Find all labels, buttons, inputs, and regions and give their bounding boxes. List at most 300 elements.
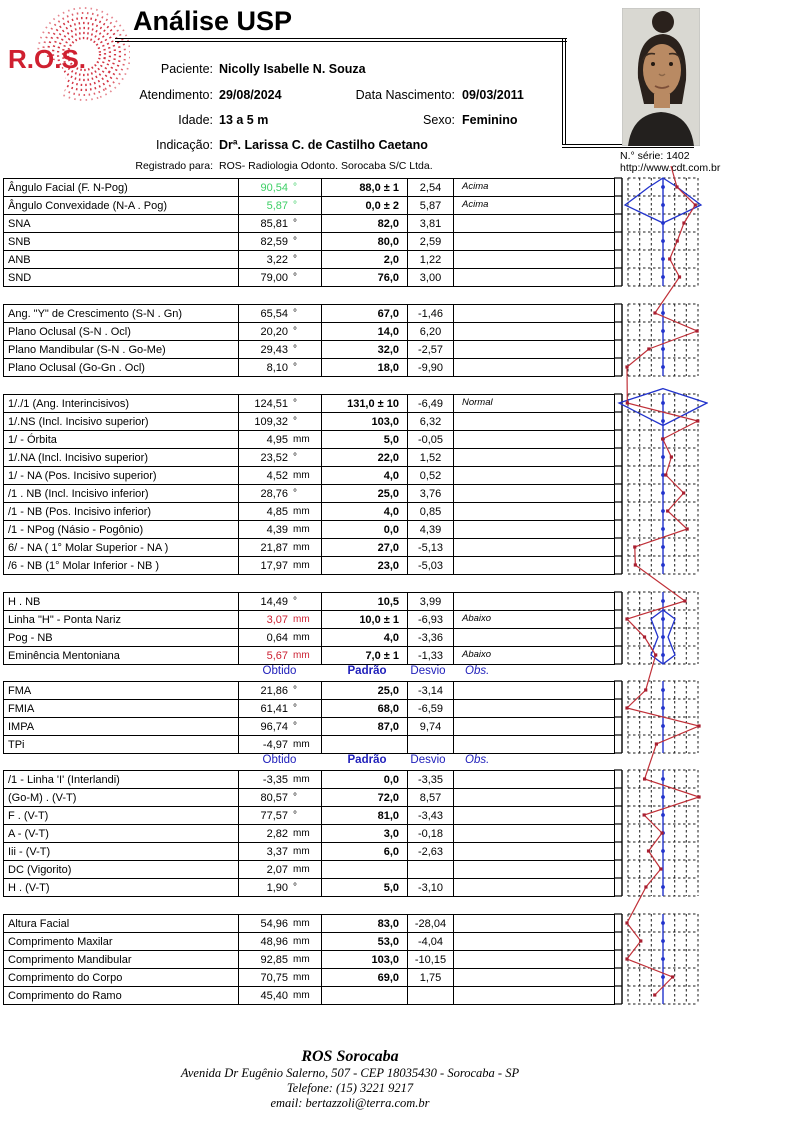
patient-point (666, 509, 669, 512)
unit-label: ° (293, 200, 297, 211)
desvio-value (407, 987, 453, 1004)
table-row (3, 323, 615, 341)
chart-strip (614, 681, 698, 753)
desvio-value: -3,14 (407, 682, 453, 699)
norm-dot (661, 939, 665, 943)
patient-point (625, 365, 628, 368)
patient-point (643, 635, 646, 638)
obtido-cell (238, 593, 321, 610)
unit-label: ° (293, 721, 297, 732)
unit-label: ° (293, 488, 297, 499)
norm-dot (661, 706, 665, 710)
patient-point (633, 545, 636, 548)
desvio-value: -1,46 (407, 305, 453, 322)
table-section (3, 394, 615, 575)
obs-value (453, 933, 615, 950)
obtido-value: 20,20 (260, 325, 288, 338)
padrao-value: 25,0 (321, 485, 407, 502)
norm-dot (661, 599, 665, 603)
measure-label: 1/ - NA (Pos. Incisivo superior) (3, 467, 238, 484)
obtido-value: 4,95 (266, 433, 288, 446)
patient-point (625, 921, 628, 924)
padrao-value: 4,0 (321, 629, 407, 646)
norm-dot (661, 545, 665, 549)
obtido-value: 124,51 (254, 397, 288, 410)
obtido-value: 54,96 (260, 917, 288, 930)
patient-point (659, 867, 662, 870)
desvio-value: -6,59 (407, 700, 453, 717)
norm-dot (661, 401, 665, 405)
table-row (3, 197, 615, 215)
padrao-value: 22,0 (321, 449, 407, 466)
patient-point (647, 849, 650, 852)
unit-label: ° (293, 344, 297, 355)
obtido-cell (238, 879, 321, 896)
field-label-indicacao: Indicação: (156, 138, 213, 152)
obs-value: Acima (453, 179, 615, 196)
obs-value (453, 467, 615, 484)
table-row (3, 879, 615, 897)
chart-strip (614, 178, 701, 286)
padrao-value (321, 861, 407, 878)
measure-label: Linha "H" - Ponta Nariz (3, 611, 238, 628)
padrao-value: 5,0 (321, 879, 407, 896)
patient-point (683, 599, 686, 602)
table-row (3, 359, 615, 377)
table-section (3, 681, 615, 754)
obs-value (453, 269, 615, 286)
patient-point (644, 885, 647, 888)
obtido-cell (238, 987, 321, 1004)
table-row (3, 593, 615, 611)
column-header-obtido: Obtido (262, 754, 297, 766)
unit-label: ° (293, 362, 297, 373)
unit-label: mm (293, 632, 310, 643)
obtido-value: 5,67 (266, 649, 288, 662)
patient-point (697, 795, 700, 798)
measure-label: FMIA (3, 700, 238, 717)
obs-value (453, 682, 615, 699)
patient-point (670, 455, 673, 458)
norm-dot (661, 311, 665, 315)
padrao-value: 5,0 (321, 431, 407, 448)
table-section (3, 304, 615, 377)
padrao-value: 32,0 (321, 341, 407, 358)
obtido-value: 2,82 (266, 827, 288, 840)
column-header-padrao: Padrão (347, 754, 387, 766)
unit-label: mm (293, 650, 310, 661)
measure-label: Plano Oclusal (S-N . Ocl) (3, 323, 238, 340)
obs-value (453, 341, 615, 358)
norm-dot (661, 957, 665, 961)
obs-value (453, 969, 615, 986)
obtido-cell (238, 736, 321, 753)
desvio-value: -3,36 (407, 629, 453, 646)
field-value-sexo: Feminino (462, 113, 518, 127)
table-row (3, 611, 615, 629)
padrao-value: 82,0 (321, 215, 407, 232)
table-row (3, 700, 615, 718)
desvio-value: -1,33 (407, 647, 453, 664)
obtido-cell (238, 682, 321, 699)
table-row (3, 467, 615, 485)
patient-point (625, 957, 628, 960)
obs-value (453, 700, 615, 717)
padrao-value: 53,0 (321, 933, 407, 950)
field-value-idade: 13 a 5 m (219, 113, 269, 127)
desvio-value: 2,59 (407, 233, 453, 250)
obs-value (453, 323, 615, 340)
measure-label: Eminência Mentoniana (3, 647, 238, 664)
column-header-row (3, 664, 615, 681)
table-row (3, 736, 615, 754)
column-header-desvio: Desvio (410, 665, 446, 677)
obtido-cell (238, 521, 321, 538)
table-section (3, 770, 615, 897)
obtido-value: 3,22 (266, 253, 288, 266)
logo-text: R.O.S. (8, 44, 87, 74)
desvio-value: -10,15 (407, 951, 453, 968)
padrao-value: 0,0 (321, 771, 407, 788)
obtido-value: 80,57 (260, 791, 288, 804)
measure-label: Comprimento do Ramo (3, 987, 238, 1004)
norm-dot (661, 257, 665, 261)
unit-label: ° (293, 882, 297, 893)
obtido-cell (238, 449, 321, 466)
unit-label: mm (293, 470, 310, 481)
measure-label: Plano Oclusal (Go-Gn . Ocl) (3, 359, 238, 376)
measure-label: SNB (3, 233, 238, 250)
measure-label: IMPA (3, 718, 238, 735)
field-label-paciente: Paciente: (160, 62, 213, 76)
table-row (3, 341, 615, 359)
obtido-value: -4,97 (262, 738, 288, 751)
padrao-value: 27,0 (321, 539, 407, 556)
obs-value (453, 879, 615, 896)
obtido-cell (238, 629, 321, 646)
obs-value (453, 861, 615, 878)
desvio-value: 1,52 (407, 449, 453, 466)
unit-label: ° (293, 272, 297, 283)
obtido-cell (238, 341, 321, 358)
padrao-value: 81,0 (321, 807, 407, 824)
padrao-value: 88,0 ± 1 (321, 179, 407, 196)
table-section (3, 178, 615, 287)
obs-value (453, 305, 615, 322)
desvio-value: -0,18 (407, 825, 453, 842)
patient-point (639, 939, 642, 942)
padrao-value: 18,0 (321, 359, 407, 376)
column-header-padrao: Padrão (347, 665, 387, 677)
unit-label: ° (293, 452, 297, 463)
unit-label: mm (293, 774, 310, 785)
desvio-value: -5,03 (407, 557, 453, 574)
table-row (3, 557, 615, 575)
patient-point (678, 275, 681, 278)
norm-dot (661, 275, 665, 279)
measure-label: /1 - NB (Pos. Incisivo inferior) (3, 503, 238, 520)
unit-label: ° (293, 218, 297, 229)
measure-label: /1 - NPog (Násio - Pogônio) (3, 521, 238, 538)
obtido-value: 28,76 (260, 487, 288, 500)
norm-dot (661, 777, 665, 781)
obs-value (453, 557, 615, 574)
patient-point (625, 706, 628, 709)
desvio-value (407, 861, 453, 878)
obtido-value: 65,54 (260, 307, 288, 320)
measure-label: Iii - (V-T) (3, 843, 238, 860)
field-value-atendimento: 29/08/2024 (219, 88, 282, 102)
unit-label: mm (293, 936, 310, 947)
unit-label: ° (293, 596, 297, 607)
padrao-value: 68,0 (321, 700, 407, 717)
patient-point (682, 491, 685, 494)
obtido-cell (238, 233, 321, 250)
obs-value (453, 629, 615, 646)
obtido-cell (238, 825, 321, 842)
obtido-value: 23,52 (260, 451, 288, 464)
desvio-value: 1,22 (407, 251, 453, 268)
unit-label: mm (293, 739, 310, 750)
obtido-value: 79,00 (260, 271, 288, 284)
unit-label: ° (293, 398, 297, 409)
unit-label: ° (293, 416, 297, 427)
table-row (3, 395, 615, 413)
chart-strip (614, 389, 707, 574)
page-title: Análise USP (133, 6, 293, 36)
desvio-value: -6,93 (407, 611, 453, 628)
table-row (3, 861, 615, 879)
obs-value (453, 915, 615, 932)
table-row (3, 521, 615, 539)
obtido-cell (238, 431, 321, 448)
table-row (3, 969, 615, 987)
unit-label: ° (293, 810, 297, 821)
field-value-registrado: ROS- Radiologia Odonto. Sorocaba S/C Ltda. (219, 160, 433, 172)
table-section (3, 914, 615, 1005)
patient-point (671, 975, 674, 978)
chart-strip (614, 304, 698, 376)
unit-label: mm (293, 542, 310, 553)
norm-dot (661, 921, 665, 925)
column-header-row (3, 753, 615, 770)
obs-value (453, 771, 615, 788)
padrao-value: 69,0 (321, 969, 407, 986)
desvio-value (407, 736, 453, 753)
obtido-cell (238, 557, 321, 574)
obtido-cell (238, 771, 321, 788)
table-row (3, 718, 615, 736)
measure-label: Plano Mandibular (S-N . Go-Me) (3, 341, 238, 358)
norm-dot (661, 617, 665, 621)
desvio-value: 1,75 (407, 969, 453, 986)
norm-dot (661, 203, 665, 207)
obs-value (453, 503, 615, 520)
obtido-cell (238, 485, 321, 502)
table-row (3, 647, 615, 665)
obs-value (453, 539, 615, 556)
desvio-value: 0,52 (407, 467, 453, 484)
obtido-cell (238, 197, 321, 214)
unit-label: mm (293, 828, 310, 839)
unit-label: ° (293, 182, 297, 193)
obtido-value: 0,64 (266, 631, 288, 644)
patient-point (653, 993, 656, 996)
desvio-value: 3,00 (407, 269, 453, 286)
obtido-value: 1,90 (266, 881, 288, 894)
obtido-value: 90,54 (260, 181, 288, 194)
obtido-value: 92,85 (260, 953, 288, 966)
table-row (3, 807, 615, 825)
obs-value (453, 233, 615, 250)
desvio-value: 9,74 (407, 718, 453, 735)
unit-label: ° (293, 685, 297, 696)
table-row (3, 951, 615, 969)
norm-dot (661, 509, 665, 513)
norm-dot (661, 455, 665, 459)
table-row (3, 269, 615, 287)
desvio-value: 4,39 (407, 521, 453, 538)
measure-label: 1/.NS (Incl. Incisivo superior) (3, 413, 238, 430)
measure-label: 1/.NA (Incl. Incisivo superior) (3, 449, 238, 466)
obtido-cell (238, 718, 321, 735)
padrao-value: 80,0 (321, 233, 407, 250)
column-header-obs: Obs. (465, 754, 490, 766)
obtido-cell (238, 269, 321, 286)
desvio-value: -3,10 (407, 879, 453, 896)
padrao-value: 0,0 ± 2 (321, 197, 407, 214)
patient-point (625, 617, 628, 620)
table-row (3, 215, 615, 233)
measure-label: TPi (3, 736, 238, 753)
obtido-cell (238, 395, 321, 412)
clinic-phone: Telefone: (15) 3221 9217 (286, 1081, 414, 1095)
measure-label: /1 . NB (Incl. Incisivo inferior) (3, 485, 238, 502)
obtido-cell (238, 611, 321, 628)
unit-label: mm (293, 990, 310, 1001)
norm-dot (661, 527, 665, 531)
clinic-address: Avenida Dr Eugênio Salerno, 507 - CEP 18035430 - Sorocaba - SP (180, 1066, 520, 1080)
unit-label: ° (293, 236, 297, 247)
desvio-value: 6,32 (407, 413, 453, 430)
obs-value (453, 521, 615, 538)
desvio-value: 3,81 (407, 215, 453, 232)
padrao-value: 4,0 (321, 503, 407, 520)
obs-value (453, 951, 615, 968)
unit-label: mm (293, 846, 310, 857)
title-underline (115, 38, 567, 42)
obtido-value: 14,49 (260, 595, 288, 608)
patient-point (686, 527, 689, 530)
measure-label: F . (V-T) (3, 807, 238, 824)
field-value-paciente: Nicolly Isabelle N. Souza (219, 62, 366, 76)
padrao-value: 67,0 (321, 305, 407, 322)
unit-label: mm (293, 918, 310, 929)
website-url: http://www.cdt.com.br (620, 162, 721, 174)
patient-point (682, 221, 685, 224)
table-row (3, 933, 615, 951)
table-row (3, 629, 615, 647)
desvio-value: 5,87 (407, 197, 453, 214)
obs-value (453, 215, 615, 232)
obtido-value: 3,07 (266, 613, 288, 626)
obtido-cell (238, 915, 321, 932)
padrao-value: 83,0 (321, 915, 407, 932)
obtido-cell (238, 323, 321, 340)
measure-label: A - (V-T) (3, 825, 238, 842)
patient-point (644, 688, 647, 691)
measure-label: 1/ - Órbita (3, 431, 238, 448)
norm-dot (661, 795, 665, 799)
patient-point (643, 813, 646, 816)
desvio-value: -3,43 (407, 807, 453, 824)
frame-vertical-line (562, 38, 566, 145)
patient-point (676, 239, 679, 242)
field-value-indicacao: Drª. Larissa C. de Castilho Caetano (219, 138, 428, 152)
obtido-cell (238, 933, 321, 950)
desvio-value: 2,54 (407, 179, 453, 196)
padrao-value: 14,0 (321, 323, 407, 340)
obtido-value: 21,86 (260, 684, 288, 697)
measure-label: /1 - Linha 'I' (Interlandi) (3, 771, 238, 788)
column-header-desvio: Desvio (410, 754, 446, 766)
norm-dot (661, 185, 665, 189)
obs-value (453, 413, 615, 430)
obtido-value: 96,74 (260, 720, 288, 733)
norm-dot (661, 365, 665, 369)
obs-value: Acima (453, 197, 615, 214)
norm-dot (661, 635, 665, 639)
table-row (3, 449, 615, 467)
table-row (3, 233, 615, 251)
obtido-cell (238, 647, 321, 664)
obtido-value: 17,97 (260, 559, 288, 572)
measure-label: SNA (3, 215, 238, 232)
desvio-value: 8,57 (407, 789, 453, 806)
unit-label: ° (293, 326, 297, 337)
patient-point (643, 777, 646, 780)
obtido-value: 2,07 (266, 863, 288, 876)
unit-label: mm (293, 614, 310, 625)
obs-value (453, 718, 615, 735)
norm-dot (661, 329, 665, 333)
field-label-idade: Idade: (178, 113, 213, 127)
obs-value (453, 431, 615, 448)
patient-point (675, 185, 678, 188)
obtido-cell (238, 305, 321, 322)
obtido-cell (238, 359, 321, 376)
norm-dot (661, 885, 665, 889)
norm-dot (661, 724, 665, 728)
obs-value (453, 987, 615, 1004)
patient-point (660, 831, 663, 834)
norm-dot (661, 347, 665, 351)
desvio-value: 0,85 (407, 503, 453, 520)
obs-value (453, 449, 615, 466)
obtido-cell (238, 700, 321, 717)
patient-point (626, 401, 629, 404)
field-label-atendimento: Atendimento: (139, 88, 213, 102)
patient-point (696, 419, 699, 422)
obtido-cell (238, 215, 321, 232)
obtido-cell (238, 951, 321, 968)
column-header-obtido: Obtido (262, 665, 297, 677)
obtido-value: 3,37 (266, 845, 288, 858)
norm-dot (661, 563, 665, 567)
padrao-value: 0,0 (321, 521, 407, 538)
unit-label: mm (293, 972, 310, 983)
norm-dot (661, 239, 665, 243)
